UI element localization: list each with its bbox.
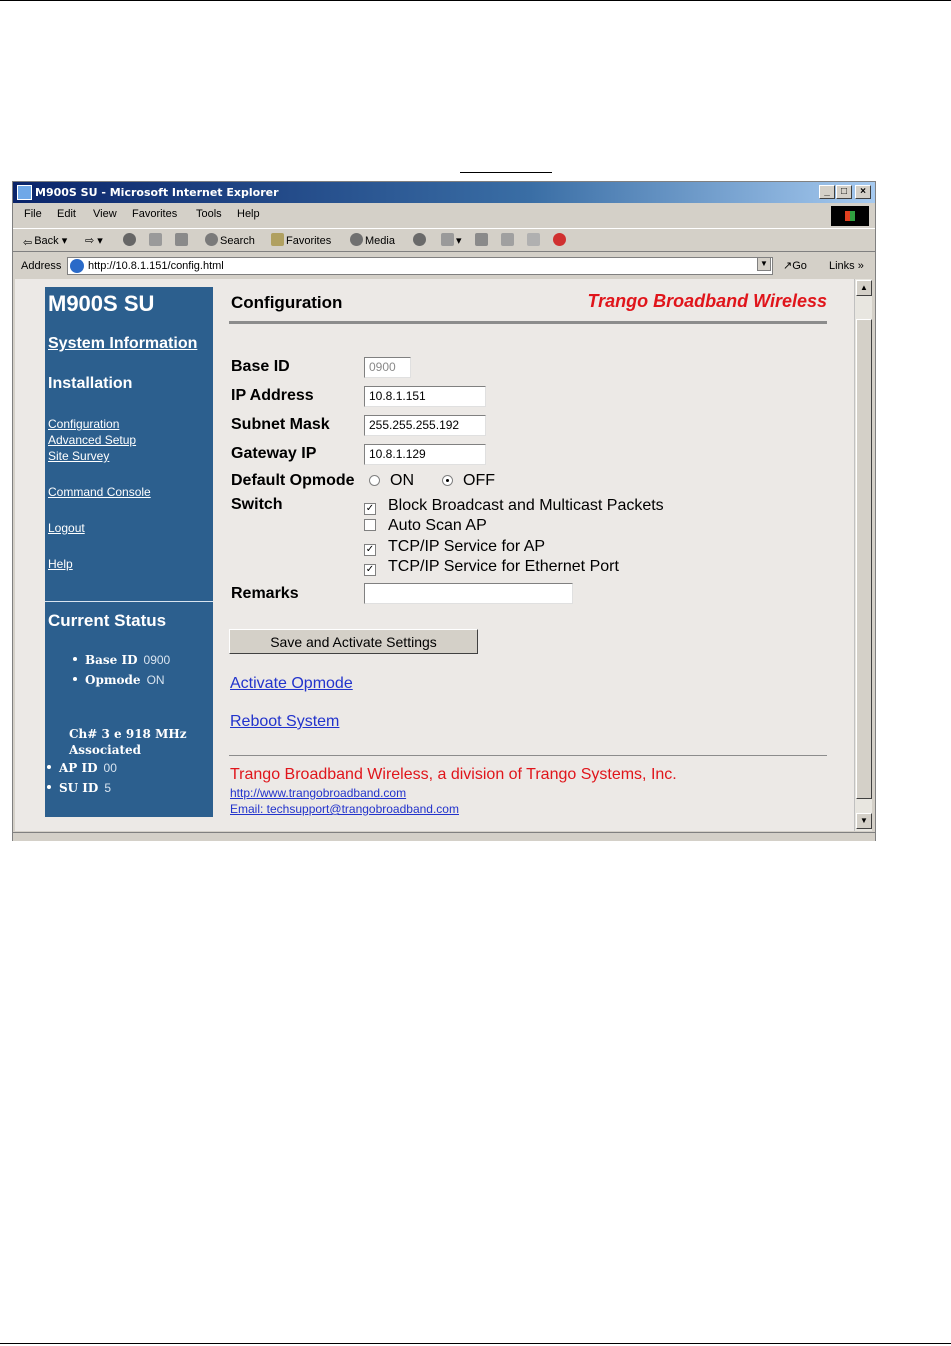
switch-option-label: Auto Scan AP (388, 517, 487, 534)
sidebar-divider (45, 601, 213, 602)
ip-address-field[interactable]: 10.8.1.151 (364, 386, 486, 407)
print-button[interactable] (475, 229, 490, 253)
activate-opmode-link[interactable]: Activate Opmode (230, 675, 353, 692)
maximize-button[interactable]: □ (836, 185, 852, 199)
current-status-heading: Current Status (48, 611, 167, 630)
status-base-id-label: Base ID (85, 653, 138, 667)
messenger-button[interactable] (553, 229, 568, 253)
subnet-mask-field[interactable]: 255.255.255.192 (364, 415, 486, 436)
home-button[interactable] (175, 229, 190, 253)
window-title: M900S SU - Microsoft Internet Explorer (35, 186, 279, 199)
gateway-ip-field[interactable]: 10.8.1.129 (364, 444, 486, 465)
status-base-id-value: 0900 (143, 653, 171, 667)
status-ap-id-value: 00 (103, 761, 117, 775)
save-activate-button[interactable]: Save and Activate Settings (229, 629, 478, 654)
print-icon (475, 233, 488, 246)
document-underline (460, 172, 552, 173)
menu-tools[interactable]: Tools (196, 208, 222, 220)
forward-button[interactable]: ⇨ ▾ (85, 235, 103, 247)
page-title: Configuration (231, 293, 343, 312)
radio-unselected-icon (369, 475, 380, 486)
history-icon (413, 233, 426, 246)
footer-divider (229, 755, 827, 756)
switch-option-auto-scan[interactable] (364, 517, 487, 535)
switch-option-label: TCP/IP Service for Ethernet Port (388, 558, 619, 575)
go-button[interactable]: ↗Go (783, 260, 807, 272)
ip-address-label: IP Address (231, 387, 314, 404)
address-bar (13, 254, 875, 278)
base-id-field: 0900 (364, 357, 411, 378)
opmode-off-radio[interactable] (442, 472, 495, 490)
history-button[interactable] (413, 229, 428, 253)
opmode-on-label: ON (390, 472, 414, 489)
page-viewport (15, 279, 854, 831)
menu-view[interactable]: View (93, 208, 117, 220)
scroll-thumb[interactable] (856, 319, 872, 799)
status-opmode-value: ON (146, 673, 165, 687)
remarks-field[interactable] (364, 583, 573, 604)
nav-installation-heading: Installation (48, 375, 133, 392)
checkbox-checked-icon: ✓ (365, 564, 375, 575)
stop-button[interactable] (123, 229, 138, 253)
media-icon (350, 233, 363, 246)
sidebar (45, 287, 213, 817)
menu-bar (13, 204, 875, 224)
status-su-id-value: 5 (104, 781, 112, 795)
back-button[interactable]: ⇦ Back ▾ (23, 229, 67, 255)
document-top-rule (0, 0, 951, 1)
browser-window (12, 181, 876, 841)
opmode-off-label: OFF (463, 472, 495, 489)
switch-option-block-broadcast[interactable] (364, 497, 664, 515)
status-ap-id-label: AP ID (59, 761, 98, 775)
ie-icon (17, 185, 32, 200)
menu-favorites[interactable]: Favorites (132, 208, 178, 220)
discuss-button[interactable] (527, 229, 542, 253)
checkbox-checked-icon: ✓ (365, 544, 375, 555)
menu-file[interactable]: File (24, 208, 42, 220)
back-arrow-icon: ⇦ (23, 237, 33, 249)
media-button[interactable] (350, 229, 395, 253)
status-bar (13, 832, 875, 841)
document-bottom-rule (0, 1343, 951, 1344)
checkbox-unchecked-icon (364, 519, 376, 531)
refresh-button[interactable] (149, 229, 164, 253)
default-opmode-label: Default Opmode (231, 472, 355, 489)
radio-selected-icon (442, 475, 453, 486)
reboot-system-link[interactable]: Reboot System (230, 713, 340, 730)
base-id-label: Base ID (231, 358, 290, 375)
footer-company: Trango Broadband Wireless, a division of Trango Systems, Inc. (230, 766, 677, 783)
menu-edit[interactable]: Edit (57, 208, 76, 220)
edit-button[interactable] (501, 229, 516, 253)
footer-website-link[interactable]: http://www.trangobroadband.com (230, 786, 407, 800)
checkbox-checked-icon: ✓ (365, 503, 375, 514)
stop-icon (123, 233, 136, 246)
title-bar (13, 182, 875, 203)
status-opmode-label: Opmode (85, 673, 141, 687)
close-button[interactable]: × (855, 185, 871, 199)
minimize-button[interactable]: _ (819, 185, 835, 199)
nav-help[interactable]: Help (48, 557, 73, 571)
switch-label: Switch (231, 496, 283, 513)
switch-option-label: TCP/IP Service for AP (388, 538, 546, 555)
favorites-label: Favorites (286, 235, 332, 247)
address-url: http://10.8.1.151/config.html (88, 260, 224, 272)
address-input[interactable] (67, 257, 773, 275)
switch-option-label: Block Broadcast and Multicast Packets (388, 497, 664, 514)
vertical-scrollbar[interactable] (854, 279, 872, 831)
search-button[interactable] (205, 229, 255, 253)
back-label: Back (34, 235, 59, 247)
title-divider (229, 321, 827, 324)
status-opmode (73, 673, 165, 687)
status-su-id (47, 781, 111, 795)
nav-advanced-setup[interactable]: Advanced Setup (48, 433, 137, 447)
go-label: Go (792, 260, 807, 272)
page-icon (70, 259, 84, 273)
scroll-down-icon[interactable]: ▼ (856, 813, 872, 829)
association-state: Associated (69, 743, 142, 757)
nav-command-console[interactable]: Command Console (48, 485, 151, 499)
nav-system-information[interactable]: System Information (48, 335, 198, 352)
opmode-on-radio[interactable] (369, 472, 414, 490)
nav-logout[interactable]: Logout (48, 521, 85, 535)
media-label: Media (365, 235, 395, 247)
device-title: M900S SU (48, 291, 155, 316)
nav-site-survey[interactable]: Site Survey (48, 449, 110, 463)
home-icon (175, 233, 188, 246)
menu-help[interactable]: Help (237, 208, 260, 220)
channel-info: Ch# 3 e 918 MHz (69, 727, 187, 741)
status-base-id (73, 653, 170, 667)
discuss-icon (527, 233, 540, 246)
remarks-label: Remarks (231, 585, 299, 602)
address-dropdown-icon[interactable]: ▼ (757, 257, 771, 271)
toolbar (13, 228, 875, 252)
nav-configuration[interactable]: Configuration (48, 417, 120, 431)
search-label: Search (220, 235, 255, 247)
mail-button[interactable]: ▾ (441, 229, 462, 253)
switch-option-tcpip-ethernet[interactable] (364, 558, 619, 576)
switch-option-tcpip-ap[interactable] (364, 538, 545, 556)
refresh-icon (149, 233, 162, 246)
links-button[interactable]: Links » (829, 260, 864, 272)
address-label: Address (21, 260, 62, 272)
gateway-ip-label: Gateway IP (231, 445, 317, 462)
footer-email-link[interactable]: Email: techsupport@trangobroadband.com (230, 802, 459, 816)
favorites-button[interactable] (271, 229, 331, 253)
mail-icon (441, 233, 454, 246)
scroll-up-icon[interactable]: ▲ (856, 280, 872, 296)
status-su-id-label: SU ID (59, 781, 99, 795)
search-icon (205, 233, 218, 246)
favorites-icon (271, 233, 284, 246)
subnet-mask-label: Subnet Mask (231, 416, 330, 433)
messenger-icon (553, 233, 566, 246)
status-ap-id (47, 761, 117, 775)
main-content (229, 279, 829, 831)
windows-logo-icon (831, 206, 869, 226)
brand-name: Trango Broadband Wireless (587, 291, 827, 311)
edit-icon (501, 233, 514, 246)
